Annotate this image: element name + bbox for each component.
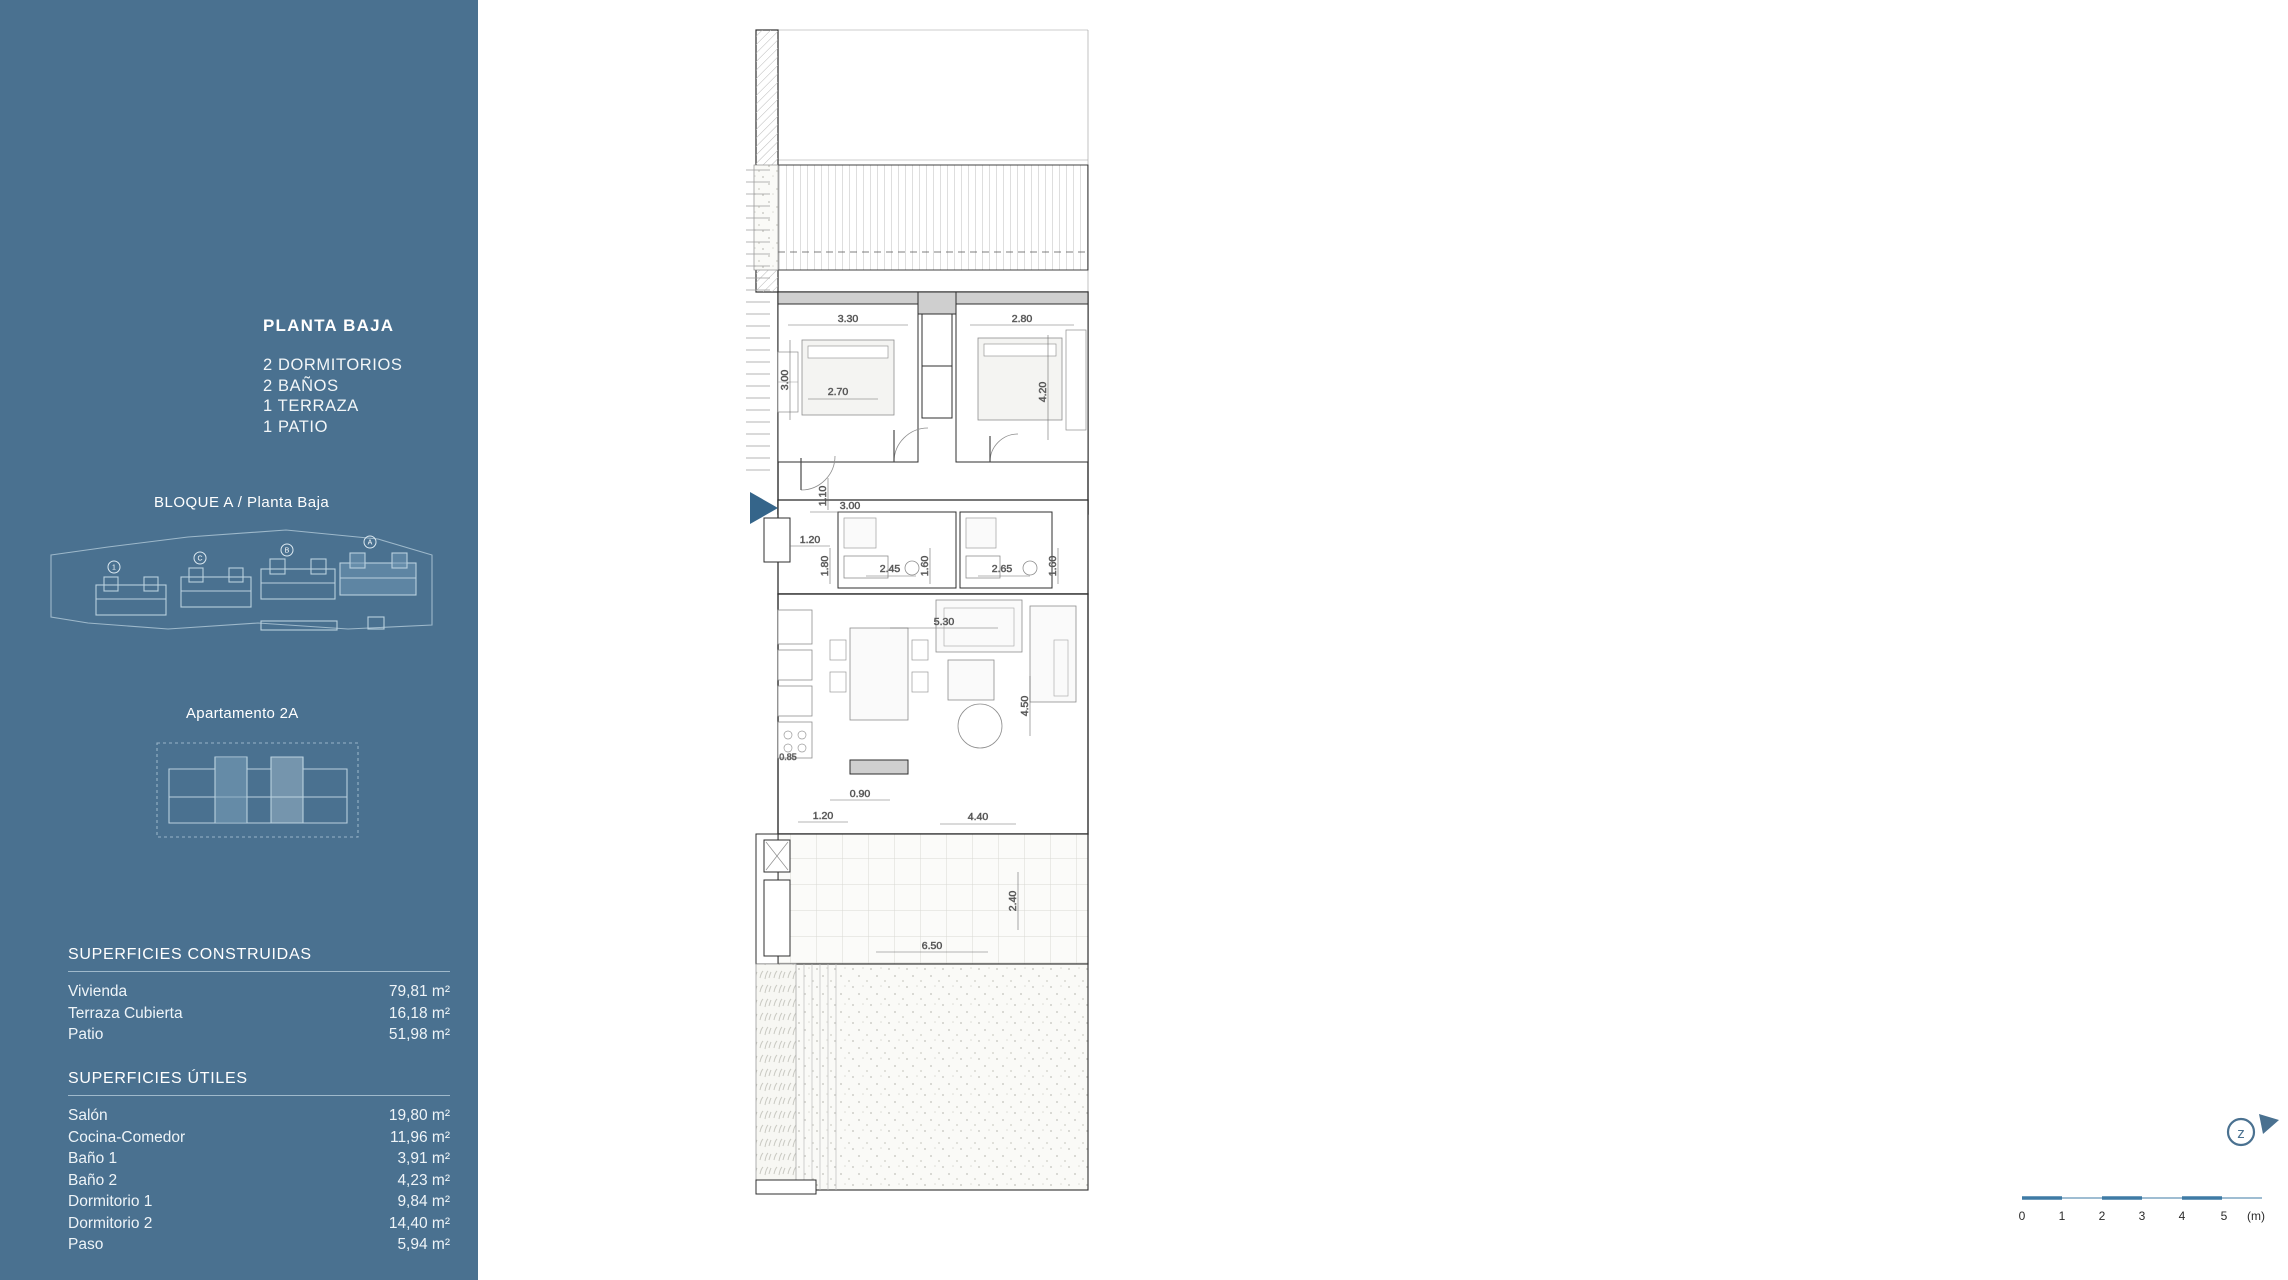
- dim-bath-b: 1.80: [819, 555, 831, 577]
- table-row: [68, 1127, 450, 1149]
- table-row: [68, 1234, 450, 1256]
- table-row: [68, 1170, 450, 1192]
- row-value: 14,40 m²: [388, 1214, 450, 1232]
- block-marker-a: A: [367, 539, 373, 547]
- row-value: 51,98 m²: [388, 1026, 450, 1043]
- floor-plan-area: [478, 0, 2265, 1280]
- areas-built-table: [68, 946, 450, 1046]
- sidebar: [0, 0, 478, 1280]
- areas-useful-heading: SUPERFICIES ÚTILES: [68, 1070, 248, 1087]
- row-value: 16,18 m²: [388, 1004, 450, 1022]
- block-marker-b: B: [284, 547, 290, 555]
- spec-item-2: 1 TERRAZA: [263, 397, 359, 415]
- row-label: Baño 2: [68, 1171, 118, 1189]
- row-label: Terraza Cubierta: [68, 1004, 183, 1022]
- row-label: Dormitorio 1: [68, 1193, 153, 1210]
- dim-kitchen-2: 1.20: [812, 810, 834, 822]
- row-label: Cocina-Comedor: [68, 1128, 186, 1146]
- dim-salon-b: 4.40: [967, 811, 989, 823]
- scale-tick-0: 0: [2018, 1209, 2026, 1223]
- svg-text:z: z: [2237, 1125, 2245, 1142]
- divider: [68, 1095, 450, 1096]
- dim-bed2-w: 2.80: [1011, 313, 1033, 325]
- row-label: Salón: [68, 1107, 108, 1124]
- specs-list: [263, 355, 403, 437]
- dim-salon-h: 4.50: [1019, 695, 1031, 717]
- scale-bar: [2018, 1190, 2288, 1240]
- table-row: [68, 1148, 450, 1170]
- row-value: 5,94 m²: [397, 1236, 450, 1253]
- spec-item-3: 1 PATIO: [263, 417, 329, 436]
- dim-bath-c: 1.60: [919, 555, 931, 577]
- scale-tick-2: 2: [2098, 1209, 2106, 1223]
- dim-bath-d: 1.60: [1047, 555, 1059, 577]
- row-value: 79,81 m²: [388, 983, 450, 1000]
- dim-bath-e: 2.45: [879, 563, 901, 575]
- block-label: BLOQUE A / Planta Baja: [154, 494, 330, 511]
- scale-tick-5: 5: [2220, 1209, 2228, 1223]
- page-title: PLANTA BAJA: [263, 316, 395, 335]
- areas-useful-table: [68, 1070, 450, 1256]
- row-label: Paso: [68, 1236, 104, 1253]
- table-row: [68, 1213, 450, 1235]
- row-value: 19,80 m²: [388, 1107, 450, 1124]
- dim-hall-1: 1.10: [817, 485, 829, 507]
- spec-item-0: 2 DORMITORIOS: [263, 356, 403, 374]
- dim-terrace-w: 6.50: [921, 940, 943, 952]
- row-value: 11,96 m²: [389, 1128, 450, 1146]
- apartment-key-diagram: [155, 735, 360, 845]
- apartment-label: Apartamento 2A: [186, 705, 299, 722]
- block-key-diagram: [48, 525, 438, 635]
- block-marker-c: C: [197, 555, 203, 563]
- spec-item-1: 2 BAÑOS: [263, 376, 339, 395]
- row-label: Dormitorio 2: [68, 1214, 153, 1232]
- dim-bath-a: 1.20: [799, 534, 821, 546]
- table-row: [68, 981, 450, 1003]
- dim-bath-f: 2.65: [991, 563, 1013, 575]
- dim-bed1-in: 2.70: [827, 386, 849, 398]
- floor-plan-drawing: [478, 0, 1920, 1280]
- dim-bed2-h: 4.20: [1037, 381, 1049, 403]
- table-row: [68, 1105, 450, 1127]
- row-label: Vivienda: [68, 983, 128, 1000]
- scale-tick-4: 4: [2178, 1209, 2186, 1223]
- dim-bed1-h: 3.00: [779, 369, 791, 391]
- row-value: 4,23 m²: [397, 1171, 450, 1189]
- row-value: 3,91 m²: [397, 1150, 450, 1167]
- row-value: 9,84 m²: [397, 1193, 450, 1210]
- table-row: [68, 1024, 450, 1046]
- dim-kitchen-3: 0.85: [779, 752, 797, 762]
- scale-tick-3: 3: [2138, 1209, 2146, 1223]
- areas-built-heading: SUPERFICIES CONSTRUIDAS: [68, 946, 312, 963]
- divider: [68, 971, 450, 972]
- dim-bed1-w: 3.30: [837, 313, 859, 325]
- row-label: Patio: [68, 1026, 104, 1043]
- dim-kitchen-1: 0.90: [849, 788, 871, 800]
- table-row: [68, 1003, 450, 1025]
- brand-logo-icon: [2223, 1110, 2283, 1152]
- dim-salon-w: 5.30: [933, 616, 955, 628]
- row-label: Baño 1: [68, 1150, 118, 1167]
- dim-hall-2: 3.00: [839, 500, 861, 512]
- scale-tick-1: 1: [2058, 1209, 2066, 1223]
- dim-terrace-h: 2.40: [1007, 890, 1019, 912]
- block-marker-1: 1: [112, 564, 116, 572]
- table-row: [68, 1191, 450, 1213]
- scale-unit: (m): [2247, 1209, 2265, 1223]
